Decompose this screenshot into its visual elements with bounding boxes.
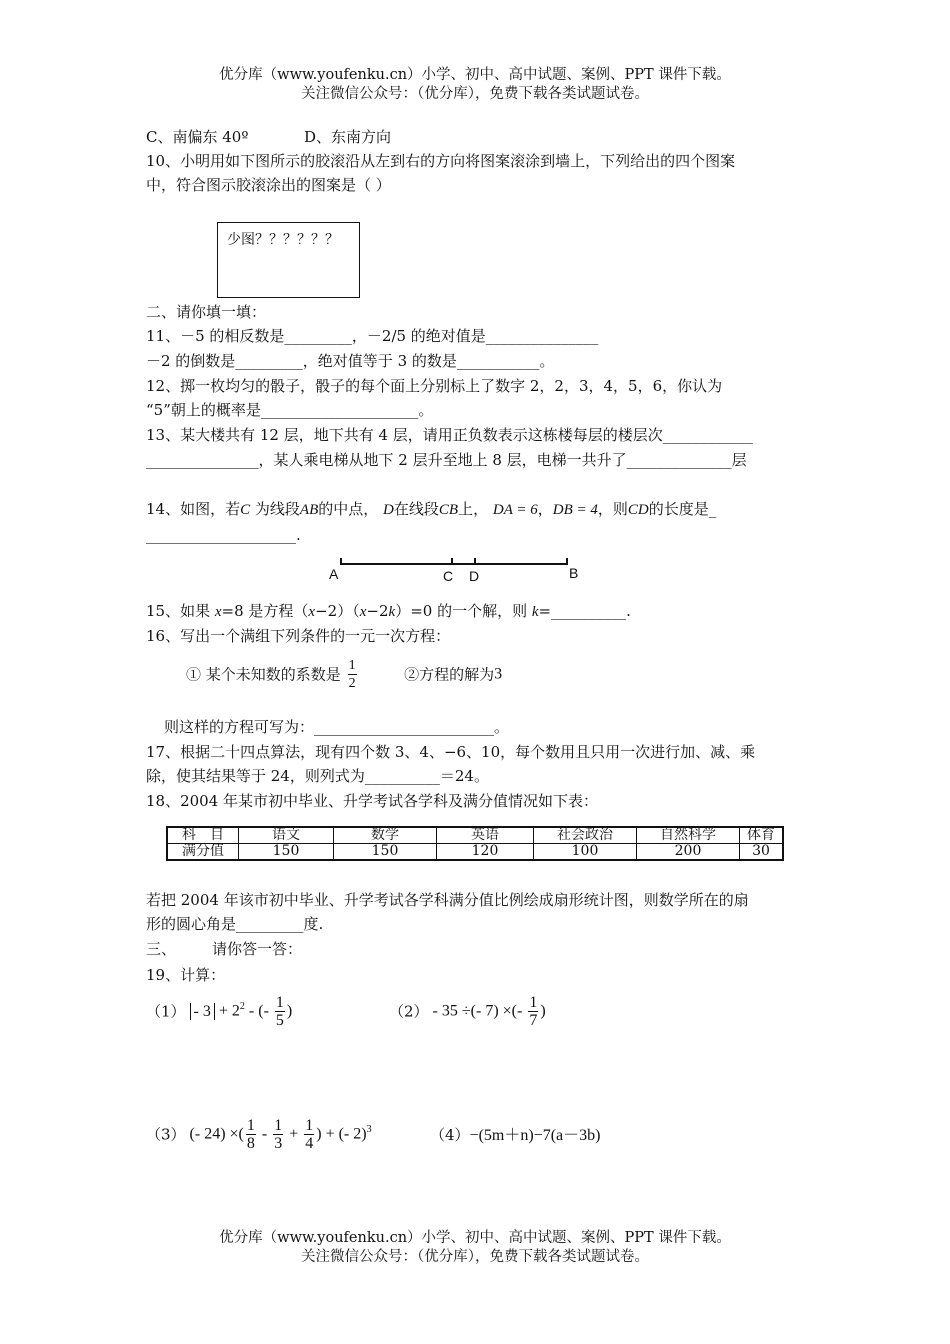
- table-cell: 120: [437, 844, 534, 861]
- header-line-1: 优分库（www.youfenku.cn）小学、初中、高中试题、案例、PPT 课件下载。: [219, 67, 731, 83]
- exponent: 2: [239, 1000, 245, 1012]
- tick-b: [566, 558, 568, 565]
- math-operator: +: [289, 1125, 299, 1143]
- table-cell: 自然科学: [637, 827, 740, 844]
- table-cell: 150: [239, 844, 334, 861]
- frac-numerator: 1: [305, 1117, 314, 1134]
- q15-var: k: [531, 604, 539, 620]
- math-term: ) + (- 2): [316, 1125, 367, 1143]
- q16-solution-value: 3: [494, 665, 503, 683]
- q19-label: （3）: [146, 1125, 186, 1144]
- q13-line-1: 13、某大楼共有 12 层，地下共有 4 层，请用正负数表示这栋楼每层的楼层次____________: [146, 426, 753, 444]
- q15-line: [146, 600, 631, 623]
- frac-numerator: 1: [275, 994, 284, 1011]
- table-cell: 200: [637, 844, 740, 861]
- q19-label: （1）: [146, 1002, 186, 1021]
- table-cell: 体育: [740, 827, 784, 844]
- q11-line-2: －2 的倒数是_________，绝对值等于 3 的数是___________。: [146, 352, 555, 370]
- table-cell: 语文: [239, 827, 334, 844]
- exponent: 3: [366, 1123, 372, 1135]
- q15-text: 15、如果: [146, 602, 215, 620]
- q15-text: −2: [366, 602, 389, 620]
- table-cell: 100: [534, 844, 637, 861]
- q14-text: 的中点，: [318, 500, 379, 518]
- math-operator: -: [261, 1125, 268, 1143]
- segment-ab-line: [340, 563, 567, 565]
- section-3-number: 三、: [146, 940, 177, 958]
- q19-expression-4: [430, 1125, 600, 1146]
- q10-line-2: 中，符合图示胶滚涂出的图案是（ ）: [146, 176, 391, 194]
- abs-value: - 3: [190, 1003, 215, 1020]
- q14-segment-ab: AB: [299, 502, 319, 518]
- math-term: ): [286, 1002, 293, 1020]
- q15-var: x: [359, 604, 367, 620]
- q16-conditions: [186, 657, 502, 692]
- table-cell: 满分值: [167, 844, 239, 861]
- q16-answer-line: 则这样的方程可写为：________________________。: [164, 718, 510, 736]
- q15-text: ）=0 的一个解，则: [395, 602, 532, 620]
- q18-line-1: 18、2004 年某市初中毕业、升学考试各学科及满分值情况如下表：: [146, 792, 599, 810]
- section-2-heading: 二、请你填一填：: [146, 303, 267, 321]
- frac-numerator: 1: [274, 1117, 283, 1134]
- frac-denominator: 7: [529, 1012, 538, 1029]
- q15-var: x: [308, 604, 316, 620]
- q19-expression-2: [389, 994, 546, 1029]
- fraction: [304, 1117, 314, 1152]
- q14-text: 上，: [458, 500, 489, 518]
- frac-denominator: 4: [305, 1135, 314, 1152]
- q14-db-value: DB = 4: [552, 502, 598, 518]
- q10-line-1: 10、小明用如下图所示的胶滚沿从左到右的方向将图案滚涂到墙上，下列给出的四个图案: [146, 152, 736, 170]
- q14-text: 为线段: [254, 500, 300, 518]
- section-3-heading: 请你答一答：: [212, 940, 303, 958]
- q15-text: =8 是方程（: [221, 602, 309, 620]
- frac-numerator: 1: [529, 994, 538, 1011]
- table-cell: 30: [740, 844, 784, 861]
- q16-line-1: 16、写出一个满组下列条件的一元一次方程：: [146, 627, 451, 645]
- q19-label: （2）: [389, 1002, 429, 1021]
- q19-expression-1: [146, 994, 292, 1029]
- footer-line-2: 关注微信公众号：（优分库），免费下载各类试题试卷。: [301, 1249, 649, 1265]
- math-term: - 35 ÷(- 7) ×(-: [432, 1002, 523, 1020]
- fraction: [528, 994, 538, 1029]
- q12-line-1: 12、掷一枚均匀的骰子，骰子的每个面上分别标上了数字 2，2，3，4，5，6，你认为: [146, 377, 723, 395]
- q14-da-value: DA = 6: [492, 502, 538, 518]
- q14-line-1: [146, 498, 716, 521]
- math-term: (- 24) ×(: [189, 1125, 244, 1143]
- q15-text: =__________.: [538, 602, 631, 620]
- q12-line-2: “5”朝上的概率是_____________________。: [146, 401, 434, 419]
- label-d: D: [469, 568, 480, 584]
- tick-c: [451, 558, 453, 565]
- q16-condition-1: ① 某个未知数的系数是: [186, 665, 341, 684]
- q18-after-line-2: 形的圆心角是_________度.: [146, 915, 324, 933]
- table-cell: 150: [334, 844, 437, 861]
- fraction: [275, 994, 285, 1029]
- table-cell: 社会政治: [534, 827, 637, 844]
- q13-line-2: _______________，某人乘电梯从地下 2 层升至地上 8 层，电梯一共升了______________层: [146, 451, 747, 469]
- table-cell: 科 目: [167, 827, 239, 844]
- header-line-2: 关注微信公众号：（优分库），免费下载各类试题试卷。: [301, 86, 649, 102]
- frac-denominator: 5: [275, 1012, 284, 1029]
- q10-figure-box: [217, 222, 360, 298]
- q15-text: −2）（: [315, 602, 360, 620]
- q17-line-2: 除，使其结果等于 24，则列式为__________＝24。: [146, 767, 489, 785]
- q19-expression-3: [146, 1117, 372, 1152]
- frac-numerator: 1: [348, 658, 356, 673]
- label-c: C: [443, 568, 454, 584]
- q15-var: x: [214, 604, 222, 620]
- q14-text: ，则: [597, 500, 628, 518]
- q19-title: 19、计算：: [146, 966, 226, 984]
- q11-line-1: 11、－5 的相反数是_________，－2/5 的绝对值是_______________: [146, 327, 599, 345]
- q14-line-2: ____________________.: [146, 526, 301, 544]
- frac-denominator: 2: [348, 676, 356, 691]
- q14-segment-cb: CB: [438, 502, 459, 518]
- q16-condition-2: ②方程的解为: [404, 665, 495, 684]
- math-term: - (-: [248, 1002, 269, 1020]
- table-header-row: [167, 827, 783, 844]
- frac-numerator: 1: [246, 1117, 255, 1134]
- q14-segment-cd: CD: [627, 502, 649, 518]
- q14-text: ，: [537, 500, 553, 518]
- footer-line-1: 优分库（www.youfenku.cn）小学、初中、高中试题、案例、PPT 课件下载。: [219, 1230, 731, 1246]
- q18-after-line-1: 若把 2004 年该市初中毕业、升学考试各学科满分值比例绘成扇形统计图，则数学所在的扇: [146, 891, 749, 909]
- frac-denominator: 3: [274, 1135, 283, 1152]
- frac-denominator: 8: [246, 1135, 255, 1152]
- tick-a: [340, 558, 342, 565]
- table-row: [167, 844, 783, 861]
- q19-label: （4）: [430, 1126, 470, 1144]
- fraction: [246, 1117, 256, 1152]
- q9-option-c: C、南偏东 40º: [146, 128, 249, 146]
- q17-line-1: 17、根据二十四点算法，现有四个数 3、4、−6、10，每个数用且只用一次进行加、减、乘: [146, 743, 756, 761]
- label-b: B: [569, 565, 579, 581]
- q14-text: 在线段: [393, 500, 439, 518]
- q14-text: 14、如图，若: [146, 500, 241, 518]
- table-cell: 英语: [437, 827, 534, 844]
- table-cell: 数学: [334, 827, 437, 844]
- q9-option-d: D、东南方向: [304, 128, 392, 146]
- math-term: + 2: [218, 1002, 240, 1020]
- q14-point-d: D: [383, 502, 394, 518]
- math-term: ): [540, 1002, 546, 1020]
- math-term: −(5m＋n)−7(a－3b): [469, 1127, 601, 1144]
- label-a: A: [329, 566, 339, 582]
- q18-score-table: [166, 826, 784, 861]
- tick-d: [474, 558, 476, 565]
- q15-var: k: [388, 604, 396, 620]
- q14-point-c: C: [240, 502, 251, 518]
- q14-text: 的长度是_: [648, 500, 717, 518]
- fraction: [273, 1117, 283, 1152]
- q16-fraction: [348, 657, 357, 692]
- q10-figure-text: 少图？？？？？？: [227, 232, 339, 248]
